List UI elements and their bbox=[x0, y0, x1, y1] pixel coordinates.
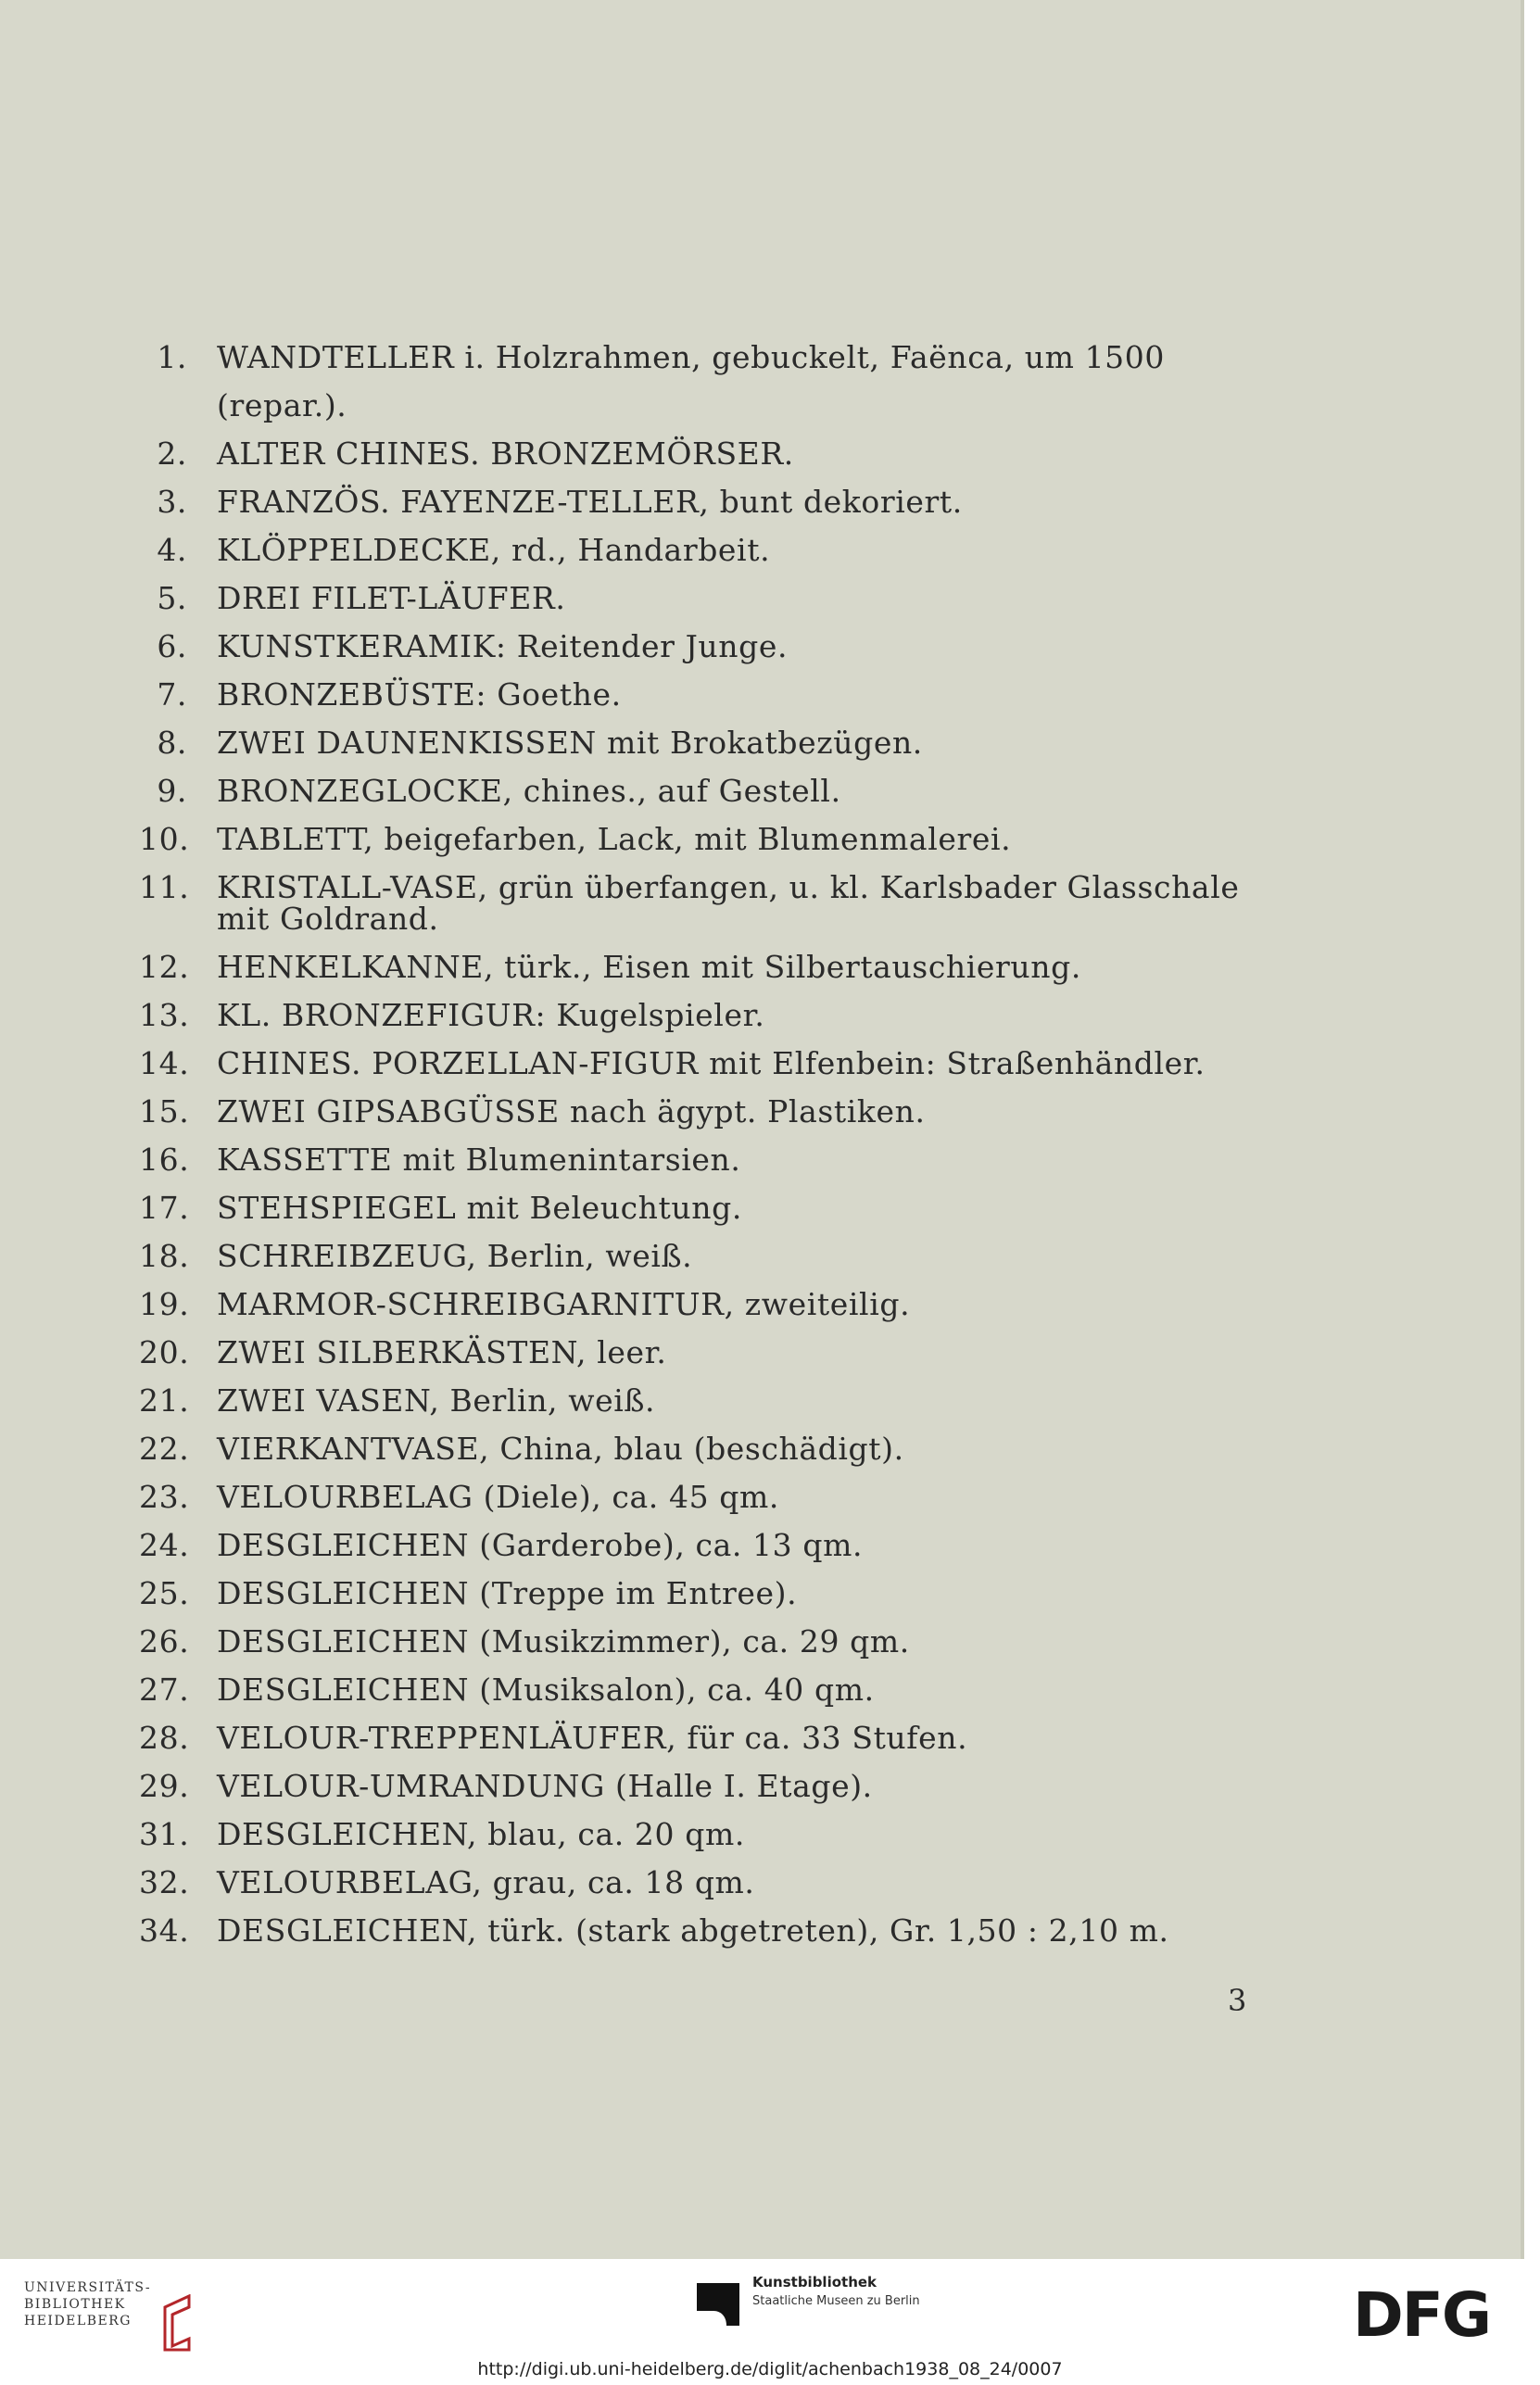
item-description: KRISTALL-VASE, grün überfangen, u. kl. Karlsbader Glasschale mit Goldrand. bbox=[217, 869, 1240, 937]
auction-item-list bbox=[139, 334, 1269, 1955]
item-number: 16. bbox=[139, 1142, 190, 1178]
item-description: ZWEI SILBERKÄSTEN, leer. bbox=[217, 1334, 667, 1370]
list-item bbox=[139, 1473, 1269, 1521]
item-description: DESGLEICHEN, blau, ca. 20 qm. bbox=[217, 1816, 745, 1852]
item-number: 6. bbox=[157, 628, 187, 664]
item-number: 11. bbox=[139, 869, 190, 905]
kunstbibliothek-mark-icon bbox=[697, 2283, 739, 2326]
item-description: VELOUR-TREPPENLÄUFER, für ca. 33 Stufen. bbox=[217, 1720, 968, 1756]
list-item bbox=[139, 1136, 1269, 1184]
list-item bbox=[139, 1281, 1269, 1329]
item-number: 9. bbox=[157, 773, 187, 809]
item-number: 10. bbox=[139, 821, 190, 857]
item-description: KASSETTE mit Blumenintarsien. bbox=[217, 1142, 741, 1178]
item-description: STEHSPIEGEL mit Beleuchtung. bbox=[217, 1190, 742, 1226]
item-number: 7. bbox=[157, 676, 187, 713]
item-description: ZWEI DAUNENKISSEN mit Brokatbezügen. bbox=[217, 725, 923, 761]
item-number: 3. bbox=[157, 484, 187, 520]
library-mark-icon bbox=[161, 2294, 195, 2353]
item-number: 1. bbox=[157, 339, 187, 375]
item-number: 20. bbox=[139, 1334, 190, 1370]
item-number: 5. bbox=[157, 580, 187, 616]
item-number: 32. bbox=[139, 1864, 190, 1900]
dfg-logo[interactable]: DFG bbox=[1353, 2279, 1491, 2351]
item-number: 23. bbox=[139, 1479, 190, 1515]
item-description: DREI FILET-LÄUFER. bbox=[217, 580, 566, 616]
list-item bbox=[139, 623, 1269, 671]
item-description: DESGLEICHEN, türk. (stark abgetreten), Gr. 1,50 : 2,10 m. bbox=[217, 1912, 1169, 1949]
item-number: 25. bbox=[139, 1575, 190, 1611]
list-item bbox=[139, 1811, 1269, 1859]
list-item bbox=[139, 671, 1269, 719]
item-number: 8. bbox=[157, 725, 187, 761]
item-number: 21. bbox=[139, 1382, 190, 1419]
list-item bbox=[139, 1232, 1269, 1281]
list-item bbox=[139, 526, 1269, 574]
list-item bbox=[139, 1521, 1269, 1570]
item-description: BRONZEGLOCKE, chines., auf Gestell. bbox=[217, 773, 841, 809]
list-item bbox=[139, 1570, 1269, 1618]
library-name bbox=[24, 2279, 151, 2329]
library-name-line: HEIDELBERG bbox=[24, 2314, 132, 2328]
page-number: 3 bbox=[1228, 1983, 1247, 2018]
item-description: ZWEI GIPSABGÜSSE nach ägypt. Plastiken. bbox=[217, 1093, 926, 1129]
list-item bbox=[139, 574, 1269, 623]
list-item bbox=[139, 1329, 1269, 1377]
list-item bbox=[139, 1714, 1269, 1762]
list-item bbox=[139, 430, 1269, 478]
item-number: 24. bbox=[139, 1527, 190, 1563]
list-item bbox=[139, 815, 1269, 864]
list-item bbox=[139, 991, 1269, 1040]
list-item bbox=[139, 864, 1269, 943]
item-number: 19. bbox=[139, 1286, 190, 1322]
item-number: 18. bbox=[139, 1238, 190, 1274]
item-description: KLÖPPELDECKE, rd., Handarbeit. bbox=[217, 532, 771, 568]
library-name-line: BIBLIOTHEK bbox=[24, 2297, 126, 2312]
permalink-url[interactable]: http://digi.ub.uni-heidelberg.de/diglit/achenbach1938_08_24/0007 bbox=[477, 2359, 1063, 2379]
list-item bbox=[139, 1859, 1269, 1907]
list-item bbox=[139, 1040, 1269, 1088]
list-item bbox=[139, 1762, 1269, 1811]
library-name-line: UNIVERSITÄTS- bbox=[24, 2280, 152, 2295]
item-number: 22. bbox=[139, 1431, 190, 1467]
list-item bbox=[139, 1184, 1269, 1232]
item-description: DESGLEICHEN (Garderobe), ca. 13 qm. bbox=[217, 1527, 864, 1563]
item-description: KL. BRONZEFIGUR: Kugelspieler. bbox=[217, 997, 765, 1033]
list-item bbox=[139, 943, 1269, 991]
list-item bbox=[139, 1377, 1269, 1425]
item-description: FRANZÖS. FAYENZE-TELLER, bunt dekoriert. bbox=[217, 484, 963, 520]
item-number: 17. bbox=[139, 1190, 190, 1226]
list-item bbox=[139, 1425, 1269, 1473]
item-description: VELOUR-UMRANDUNG (Halle I. Etage). bbox=[217, 1768, 873, 1804]
item-description: ZWEI VASEN, Berlin, weiß. bbox=[217, 1382, 656, 1419]
digitization-footer bbox=[0, 2259, 1540, 2385]
item-number: 26. bbox=[139, 1623, 190, 1659]
item-description: VELOURBELAG, grau, ca. 18 qm. bbox=[217, 1864, 755, 1900]
list-item bbox=[139, 1618, 1269, 1666]
item-number: 4. bbox=[157, 532, 187, 568]
item-number: 2. bbox=[157, 435, 187, 472]
item-number: 28. bbox=[139, 1720, 190, 1756]
list-item bbox=[139, 767, 1269, 815]
list-item bbox=[139, 719, 1269, 767]
item-number: 31. bbox=[139, 1816, 190, 1852]
item-description: KUNSTKERAMIK: Reitender Junge. bbox=[217, 628, 789, 664]
item-description: DESGLEICHEN (Treppe im Entree). bbox=[217, 1575, 798, 1611]
item-number: 34. bbox=[139, 1912, 190, 1949]
kunstbibliothek-subtitle: Staatliche Museen zu Berlin bbox=[752, 2294, 920, 2308]
list-item bbox=[139, 1907, 1269, 1955]
item-description: HENKELKANNE, türk., Eisen mit Silbertauschierung. bbox=[217, 949, 1081, 985]
item-number: 12. bbox=[139, 949, 190, 985]
item-description: CHINES. PORZELLAN-FIGUR mit Elfenbein: Straßenhändler. bbox=[217, 1045, 1205, 1081]
item-description: MARMOR-SCHREIBGARNITUR, zweiteilig. bbox=[217, 1286, 911, 1322]
list-item bbox=[139, 1088, 1269, 1136]
list-item bbox=[139, 334, 1269, 430]
list-item bbox=[139, 478, 1269, 526]
item-description: TABLETT, beigefarben, Lack, mit Blumenmalerei. bbox=[217, 821, 1012, 857]
university-library-logo[interactable] bbox=[24, 2279, 151, 2329]
item-description: DESGLEICHEN (Musiksalon), ca. 40 qm. bbox=[217, 1672, 875, 1708]
item-number: 29. bbox=[139, 1768, 190, 1804]
kunstbibliothek-text bbox=[752, 2274, 920, 2308]
kunstbibliothek-title: Kunstbibliothek bbox=[752, 2274, 877, 2290]
item-number: 15. bbox=[139, 1093, 190, 1129]
item-description: WANDTELLER i. Holzrahmen, gebuckelt, Faënca, um 1500 (repar.). bbox=[217, 339, 1165, 423]
item-description: BRONZEBÜSTE: Goethe. bbox=[217, 676, 622, 713]
list-item bbox=[139, 1666, 1269, 1714]
item-description: VELOURBELAG (Diele), ca. 45 qm. bbox=[217, 1479, 779, 1515]
item-description: DESGLEICHEN (Musikzimmer), ca. 29 qm. bbox=[217, 1623, 910, 1659]
item-number: 14. bbox=[139, 1045, 190, 1081]
item-number: 13. bbox=[139, 997, 190, 1033]
item-description: SCHREIBZEUG, Berlin, weiß. bbox=[217, 1238, 693, 1274]
item-description: VIERKANTVASE, China, blau (beschädigt). bbox=[217, 1431, 904, 1467]
item-number: 27. bbox=[139, 1672, 190, 1708]
item-description: ALTER CHINES. BRONZEMÖRSER. bbox=[217, 435, 794, 472]
